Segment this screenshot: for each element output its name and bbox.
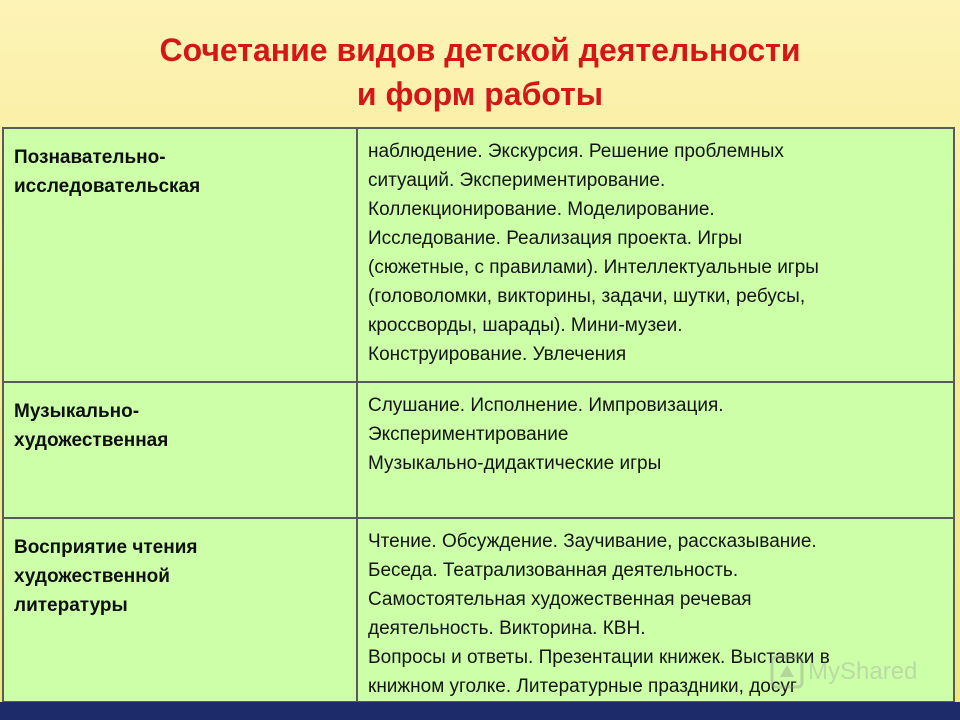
work-forms-text: Чтение. Обсуждение. Заучивание, рассказывание. Беседа. Театрализованная деятельность. Самостоятельная художественная речевая деятельность. Викторина. КВН. Вопросы и ответы. Презентации книжек. Выставки в книжном уголке. Литературные праздники, досуг [368,531,830,697]
watermark-text: MyShared [808,658,918,685]
activity-type-cell [3,128,357,382]
slide-title-line-1: Сочетание видов детской деятельности [159,32,801,68]
work-forms-text: Слушание. Исполнение. Импровизация. Экспериментирование Музыкально-дидактические игры [368,395,724,474]
slide-title [0,28,960,116]
activity-type-cell [3,382,357,518]
work-forms-cell [357,382,954,518]
activity-type-cell [3,518,357,702]
activity-type-label: Музыкально- художественная [14,401,169,451]
work-forms-cell [357,518,954,702]
bottom-bar [0,702,960,720]
activity-type-label: Познавательно- исследовательская [14,147,201,197]
work-forms-text: наблюдение. Экскурсия. Решение проблемных ситуаций. Экспериментирование. Коллекционирование. Моделирование. Исследование. Реализация проекта. Игры (сюжетные, с правилами). Интеллектуальные игры (головоломки, викторины, задачи, шутки, ребусы, кроссворды, шарады). Мини-музеи. Конструирование. Увлечения [368,141,819,365]
table-row [3,128,954,382]
slide-title-line-2: и форм работы [356,76,604,112]
table-row [3,382,954,518]
work-forms-cell [357,128,954,382]
table-row [3,518,954,702]
activity-type-label: Восприятие чтения художественной литературы [14,537,198,616]
activities-table [2,127,955,703]
